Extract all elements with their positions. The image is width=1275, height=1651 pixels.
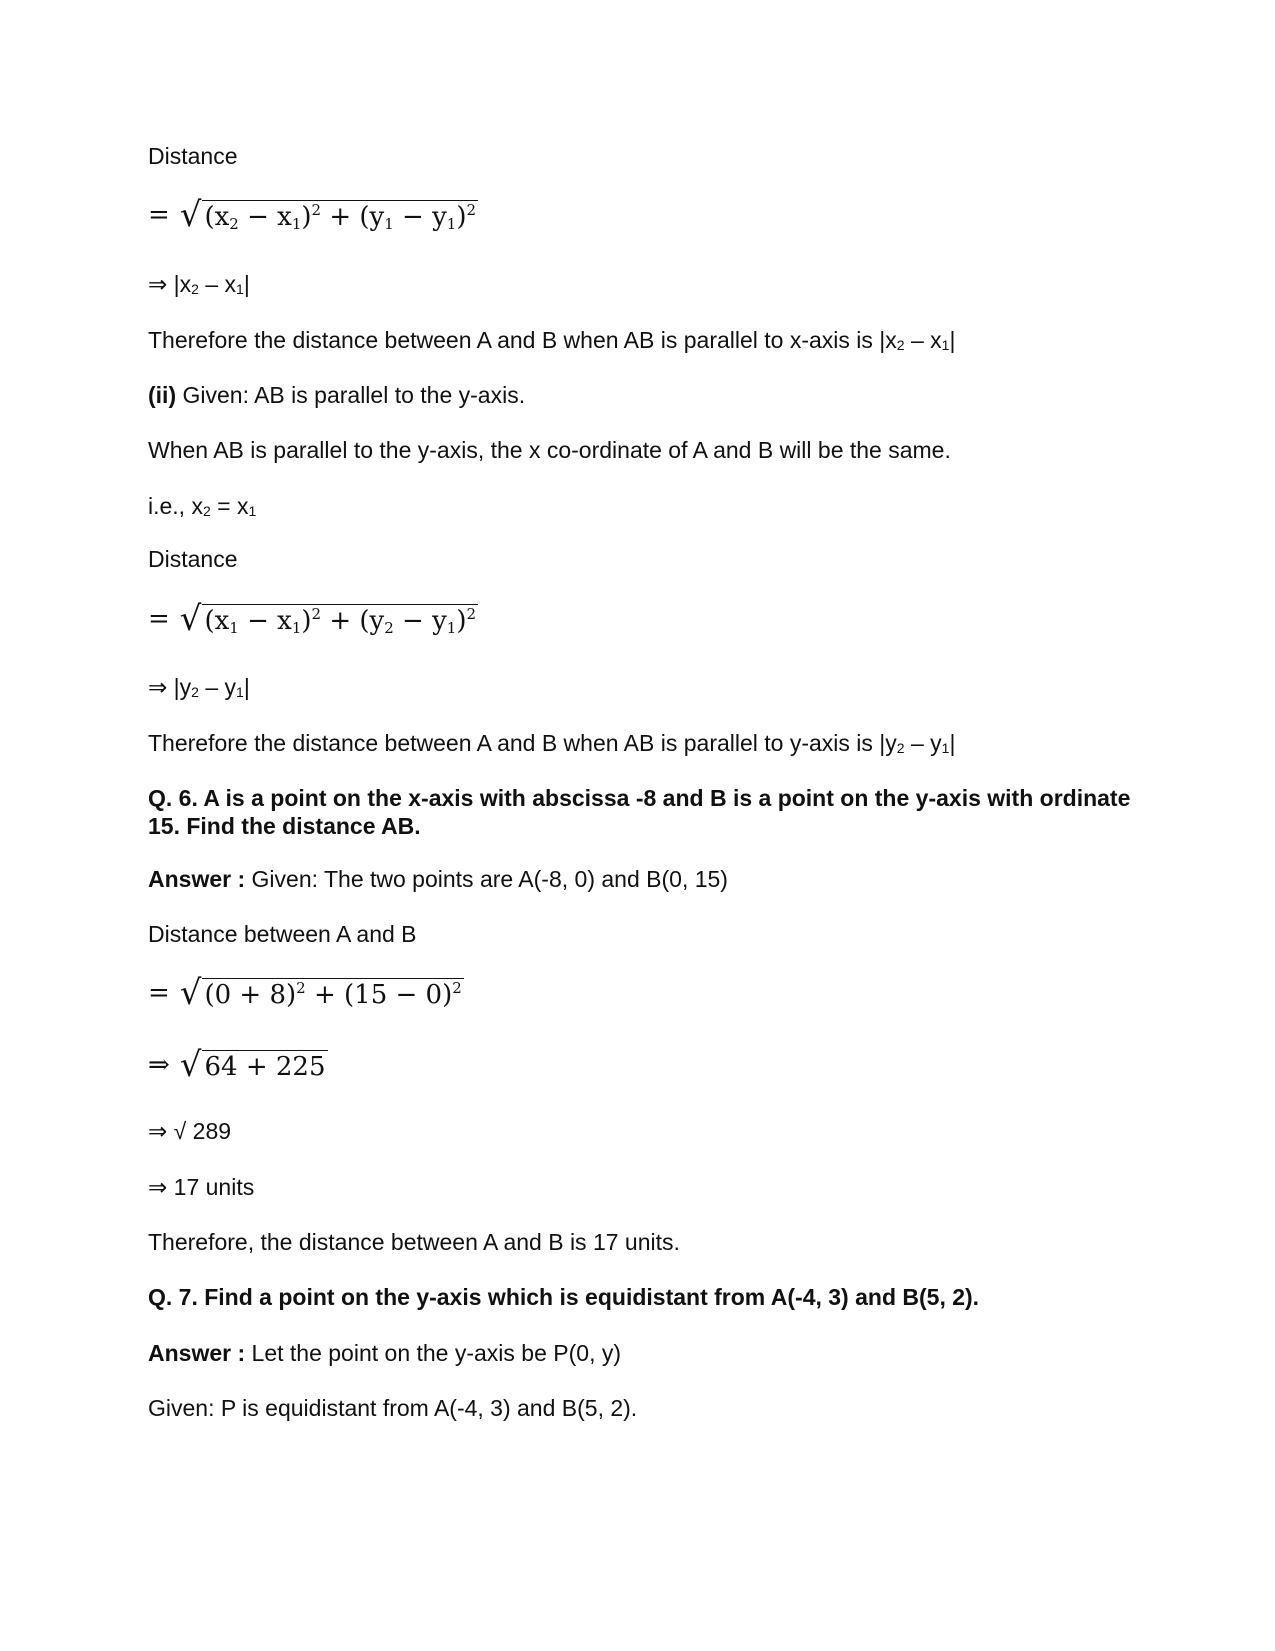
question-6: Q. 6. A is a point on the x-axis with abscissa -8 and B is a point on the y-axis with ordinate 15. Find the distance AB. xyxy=(148,785,1131,839)
sqrt-icon: √ xyxy=(179,599,202,639)
distance-formula-x: = √ $(x_2 - x_1)^2 + (y_1 - y_1)^2$ xyxy=(148,195,477,235)
distance-between-label: Distance between A and B xyxy=(148,921,417,947)
conclusion-q6: Therefore, the distance between A and B is 17 units. xyxy=(148,1229,680,1255)
sqrt-expression: √ $(0 + 8)^2 + (15 - 0)^2$ xyxy=(179,973,462,1013)
question-7: Q. 7. Find a point on the y-axis which is equidistant from A(-4, 3) and B(5, 2). xyxy=(148,1284,980,1310)
abs-x-result: ⇒ |x2 – x1| xyxy=(148,271,250,297)
answer-7-let: Answer : Let the point on the y-axis be P(0, y) xyxy=(148,1340,622,1366)
result-17-units: ⇒ 17 units xyxy=(148,1174,255,1200)
sqrt-icon: √ xyxy=(179,973,202,1013)
distance-formula-y: = √ $(x_1 - x_1)^2 + (y_2 - y_1)^2$ xyxy=(148,599,477,639)
distance-label-2: Distance xyxy=(148,546,238,572)
sqrt-icon: √ xyxy=(179,1045,202,1085)
ie-equation: i.e., x2 = x1 xyxy=(148,493,257,519)
y-axis-explanation: When AB is parallel to the y-axis, the x co-ordinate of A and B will be the same. xyxy=(148,437,951,463)
distance-formula-numeric: = √ $(0 + 8)^2 + (15 - 0)^2$ xyxy=(148,973,462,1013)
sqrt-64-225: ⇒ √ 64 + 225 xyxy=(148,1045,326,1085)
conclusion-y-axis: Therefore the distance between A and B when AB is parallel to y-axis is |y2 – y1| xyxy=(148,730,956,756)
sqrt-expression: √ $(x_1 - x_1)^2 + (y_2 - y_1)^2$ xyxy=(179,599,477,639)
sqrt-icon: √ xyxy=(179,195,202,235)
given-equidistant: Given: P is equidistant from A(-4, 3) and B(5, 2). xyxy=(148,1395,638,1421)
abs-y-result: ⇒ |y2 – y1| xyxy=(148,674,250,700)
part-ii-given: (ii) Given: AB is parallel to the y-axis. xyxy=(148,382,526,408)
answer-6-given: Answer : Given: The two points are A(-8, 0) and B(0, 15) xyxy=(148,866,728,892)
conclusion-x-axis: Therefore the distance between A and B when AB is parallel to x-axis is |x2 – x1| xyxy=(148,327,956,353)
sqrt-289: ⇒ √ 289 xyxy=(148,1118,232,1144)
sqrt-expression: √ 64 + 225 xyxy=(179,1045,326,1085)
sqrt-expression: √ $(x_2 - x_1)^2 + (y_1 - y_1)^2$ xyxy=(179,195,477,235)
distance-label-1: Distance xyxy=(148,143,238,169)
